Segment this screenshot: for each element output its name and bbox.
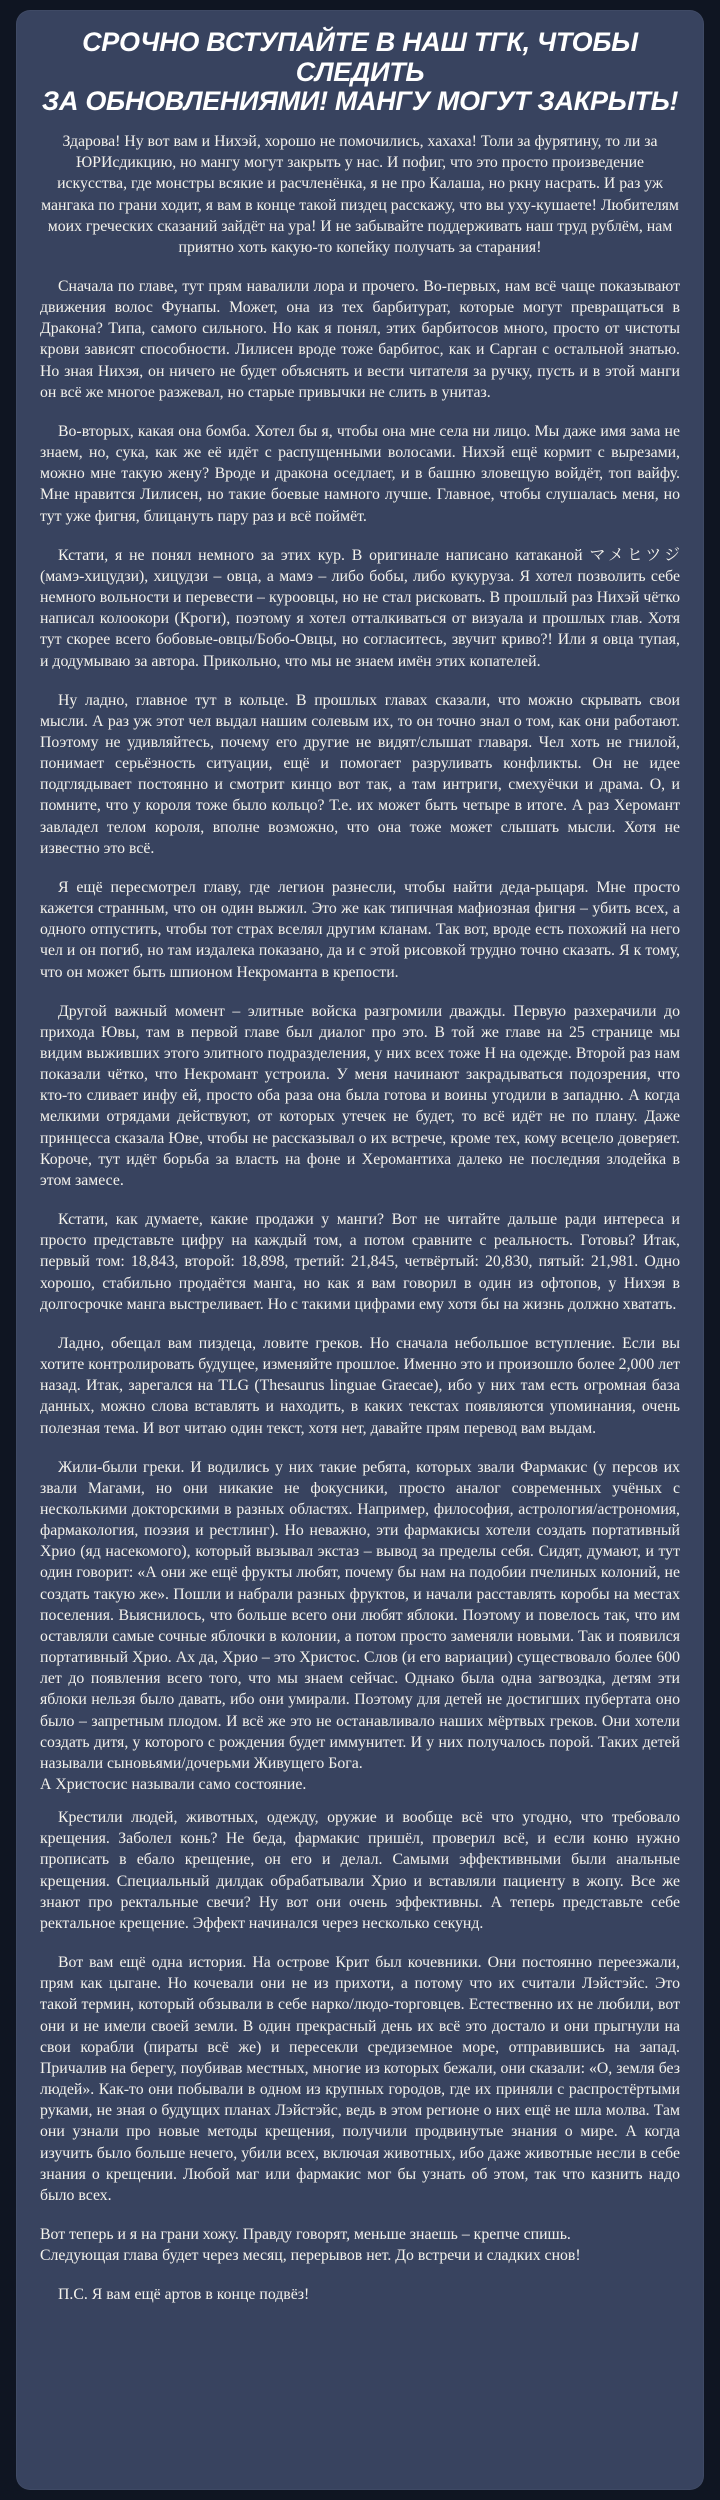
story-closing-line: А Христосис называли само состояние. xyxy=(40,1776,307,1793)
page-title-line-1: СРОЧНО ВСТУПАЙТЕ В НАШ ТГК, ЧТОБЫ СЛЕДИТЬ xyxy=(82,27,638,87)
page-frame xyxy=(16,10,704,2490)
paragraph-crete: Вот вам ещё одна история. На острове Крит был кочевники. Они постоянно переезжали, прям как цыгане. Но кочевали они не из прихоти, а потому что их считали Лэйстэйс. Это такой термин, который обзывали в себе нарко/людо-торговцев. Естественно их не любили, вот они и не имели своей земли. В один прекрасный день их всё это достало и они прыгнули на свои корабли (пираты всё же) и пересекли средиземное море, отправившись на запад. Причалив на берегу, поубивав местных, многие из которых бежали, они сказали: «О, земля без людей». Как-то они побывали в одном из крупных городов, где их приняли с распростёртыми руками, не зная о будущих планах Лэйстэйс, ведь в этом регионе о них ещё не шла молва. Там они узнали про новые методы крещения, получили продвинутые знания о мире. А когда изучить было больше нечего, убили всех, включая животных, ибо даже животные несли в себе знания о крещении. Любой маг или фармакис мог бы узнать об этом, так что казнить надо было всех. xyxy=(40,1954,680,2204)
outro-line-1: Вот теперь и я на грани хожу. Правду говорят, меньше знаешь – крепче спишь. xyxy=(40,2225,571,2243)
content-wrapper xyxy=(40,28,680,2472)
paragraph-knight: Я ещё пересмотрел главу, где легион разнесли, чтобы найти деда-рыцаря. Мне просто кажется странным, что он один выжил. Это же как типичная мафиозная фигня – убить всех, а одного отпустить, чтобы тот страх вселял другим кланам. Так вот, вроде есть похожий на него чел и он погиб, но там издалека показано, да и с этой рисовкой трудно точно сказать. Я к тому, что он может быть шпионом Некроманта в крепости. xyxy=(40,878,680,981)
paragraph-baptism: Крестили людей, животных, одежду, оружие и вообще всё что угодно, что требовало крещения. Заболел конь? Не беда, фармакис пришёл, проверил всё, и если коню нужно прописать в ебало крещение, он его и делал. Самыми эффективными были анальные крещения. Специальный дилдак обрабатывали Хрио и вставляли пациенту в жопу. Все же знают про ректальные свечи? Ну вот они очень эффективны. А теперь представьте себе ректальное крещение. Эффект начинался через несколько секунд. xyxy=(40,1809,680,1932)
paragraph-bomb: Во-вторых, какая она бомба. Хотел бы я, чтобы она мне села ни лицо. Мы даже имя зама не знаем, но, сука, как же её идёт с распущенными волосами. Нихэй ещё кормит с вырезами, можно мне такую жену? Вроде и дракона оседлает, и в башню зловещую войдёт, топ вайфу. Мне нравится Лилисен, но такие боевые намного лучше. Главное, чтобы слушалась меня, но тут уже фигня, блицануть пару раз и всё поймёт. xyxy=(40,422,680,525)
intro-paragraph: Здарова! Ну вот вам и Нихэй, хорошо не помочились, хахаха! Толи за фурятину, то ли за ЮРИсдикцию, но мангу могут закрыть у нас. И пофиг, что это просто произведение искусства, где монстры всякие и расчленёнка, я не про Калаша, но ркну насрать. И раз уж мангака по грани ходит, я вам в конце такой пиздец расскажу, что вы уху-кушаете! Любителям моих греческих сказаний зайдёт на ура! И не забывайте поддерживать наш труд рублём, нам приятно хоть какую-то копейку получать за старания! xyxy=(41,133,679,256)
paragraph-elite: Другой важный момент – элитные войска разгромили дважды. Первую разхерачили до прихода Ювы, там в первой главе был диалог про это. В той же главе на 25 странице мы видим выживших этого элитного подразделения, у них всех тоже Н на одежде. Второй раз нам показали чётко, что Некромант устроила. У меня начинают закрадываться подозрения, что кто-то сливает инфу ей, просто оба раза она была готова и воины угодили в западню. А когда мелкими отрядами действуют, от которых утечек не будет, то всё идёт не по плану. Даже принцесса сказала Юве, чтобы не рассказывал о их встрече, кроме тех, кому всецело доверяет. Короче, тут идёт борьба за власть на фоне и Херомантиха далеко не последняя злодейка в этом замесе. xyxy=(40,1002,680,1189)
outro-line-2: Следующая глава будет через месяц, перерывов нет. До встречи и сладких снов! xyxy=(40,2247,581,2265)
outro-block xyxy=(40,2224,680,2266)
story-paragraph xyxy=(40,1457,680,1796)
paragraph-katakana: Кстати, я не понял немного за этих кур. В оригинале написано катаканой マメヒツジ (мамэ-хицудзи), хицудзи – овца, а мамэ – либо бобы, либо кукуруза. Я хотел позволить себе немного вольности и перевести – куроовцы, но не стал рисковать. В прошлый раз Нихэй чётко написал колоокори (Кроги), поэтому я хотел отталкиваться от визуала и прошлых глав. Хотя тут скорее всего бобовые-овцы/Бобо-Овцы, но согласитесь, звучит криво?! Или я овца тупая, и додумываю за автора. Прикольно, что мы не знаем имён этих копателей. xyxy=(40,546,680,670)
page-title xyxy=(40,28,680,117)
paragraph-greeks-intro: Ладно, обещал вам пиздеца, ловите греков. Но сначала небольшое вступление. Если вы хотите контролировать будущее, изменяйте прошлое. Именно это и произошло более 2,000 лет назад. Итак, зарегался на TLG (Thesaurus linguae Graecae), ибо у них там есть огромная база данных, можно слова вставлять и находить, в каких текстах появляются упоминания, очень полезная тема. И вот читаю один текст, хотя нет, давайте прям перевод вам выдам. xyxy=(40,1334,680,1437)
paragraph-sales: Кстати, как думаете, какие продажи у манги? Вот не читайте дальше ради интереса и просто представьте цифру на каждый том, а потом сравните с реальность. Готовы? Итак, первый том: 18,843, второй: 18,898, третий: 21,845, четвёртый: 20,830, пятый: 21,981. Одно хорошо, стабильно продаётся манга, но как я вам говорил в один из офтопов, у Нихэя в долгосрочке манга выстреливает. Но с такими цифрами ему хотя бы на жизнь должно хватать. xyxy=(40,1211,680,1313)
postscript: П.С. Я вам ещё артов в конце подвёз! xyxy=(58,2286,310,2304)
paragraph-lore: Сначала по главе, тут прям навалили лора и прочего. Во-первых, нам всё чаще показывают движения волос Фунапы. Может, она из тех барбитурат, которые могут превращаться в Дракона? Типа, самого сильного. Но как я понял, этих барбитосов много, просто от чистоты крови зависят способности. Лилисен вроде тоже барбитос, как и Сарган с остальной знатью. Но зная Нихэя, он ничего не будет объяснять и вести читателя за ручку, пусть и в этой манги он всё же многое разжевал, но старые привычки не слить в унитаз. xyxy=(40,278,680,401)
paragraph-ring: Ну ладно, главное тут в кольце. В прошлых главах сказали, что можно скрывать свои мысли. А раз уж этот чел выдал нашим солевым их, то он точно знал о том, как они работают. Поэтому не удивляйтесь, почему его другие не видят/слышат главаря. Чел хоть не гнилой, понимает серьёзность ситуации, ещё и помогает разруливать конфликты. Он не идее подглядывает постоянно и смотрит кинцо вот так, а там интриги, смехуёчки и драма. О, и помните, что у короля тоже было кольцо? Т.е. их может быть четыре в итоге. А раз Херомант завладел телом короля, вполне возможно, что она тоже может слышать мысли. Хотя не известно это всё. xyxy=(40,691,680,857)
article-body xyxy=(40,131,680,2305)
story-main-text: Жили-были греки. И водились у них такие ребята, которых звали Фармакис (у персов их звали Магами, но они никакие не фокусники, просто аналог современных учёных с несколькими докторскими в разных областях. Например, философия, астрология/астрономия, фармакология, поэзия и рестлинг). Но неважно, эти фармакисы хотели создать портативный Хрио (яд насекомого), который вызывал экстаз – вывод за пределы себя. Сидят, думают, и тут один говорит: «А они же ещё фрукты любят, почему бы нам на подобии пчелиных колоний, не создать такую же». Пошли и набрали разных фруктов, и начали расставлять коробы на местах поселения. Выяснилось, что больше всего они любят яблоки. Поэтому и повелось так, что им оставляли самые сочные яблочки в колонии, а потом просто заменяли новыми. Так и появился портативный Хрио. Ах да, Хрио – это Христос. Слов (и его вариации) существовало более 600 лет до появления всего того, что мы знаем сейчас. Однако была одна загвоздка, детям эти яблоки нельзя было давать, ибо они умирали. Поэтому для детей не достигших пубертата оно было – запретным плодом. И всё же это не останавливало наших мёртвых греков. Они хотели создать дитя, у которого с рождения будет иммунитет. И у них получалось порой. Таких детей называли сыновьями/дочерьми Живущего Бога. xyxy=(40,1458,680,1772)
page-title-line-2: ЗА ОБНОВЛЕНИЯМИ! МАНГУ МОГУТ ЗАКРЫТЬ! xyxy=(41,86,679,117)
